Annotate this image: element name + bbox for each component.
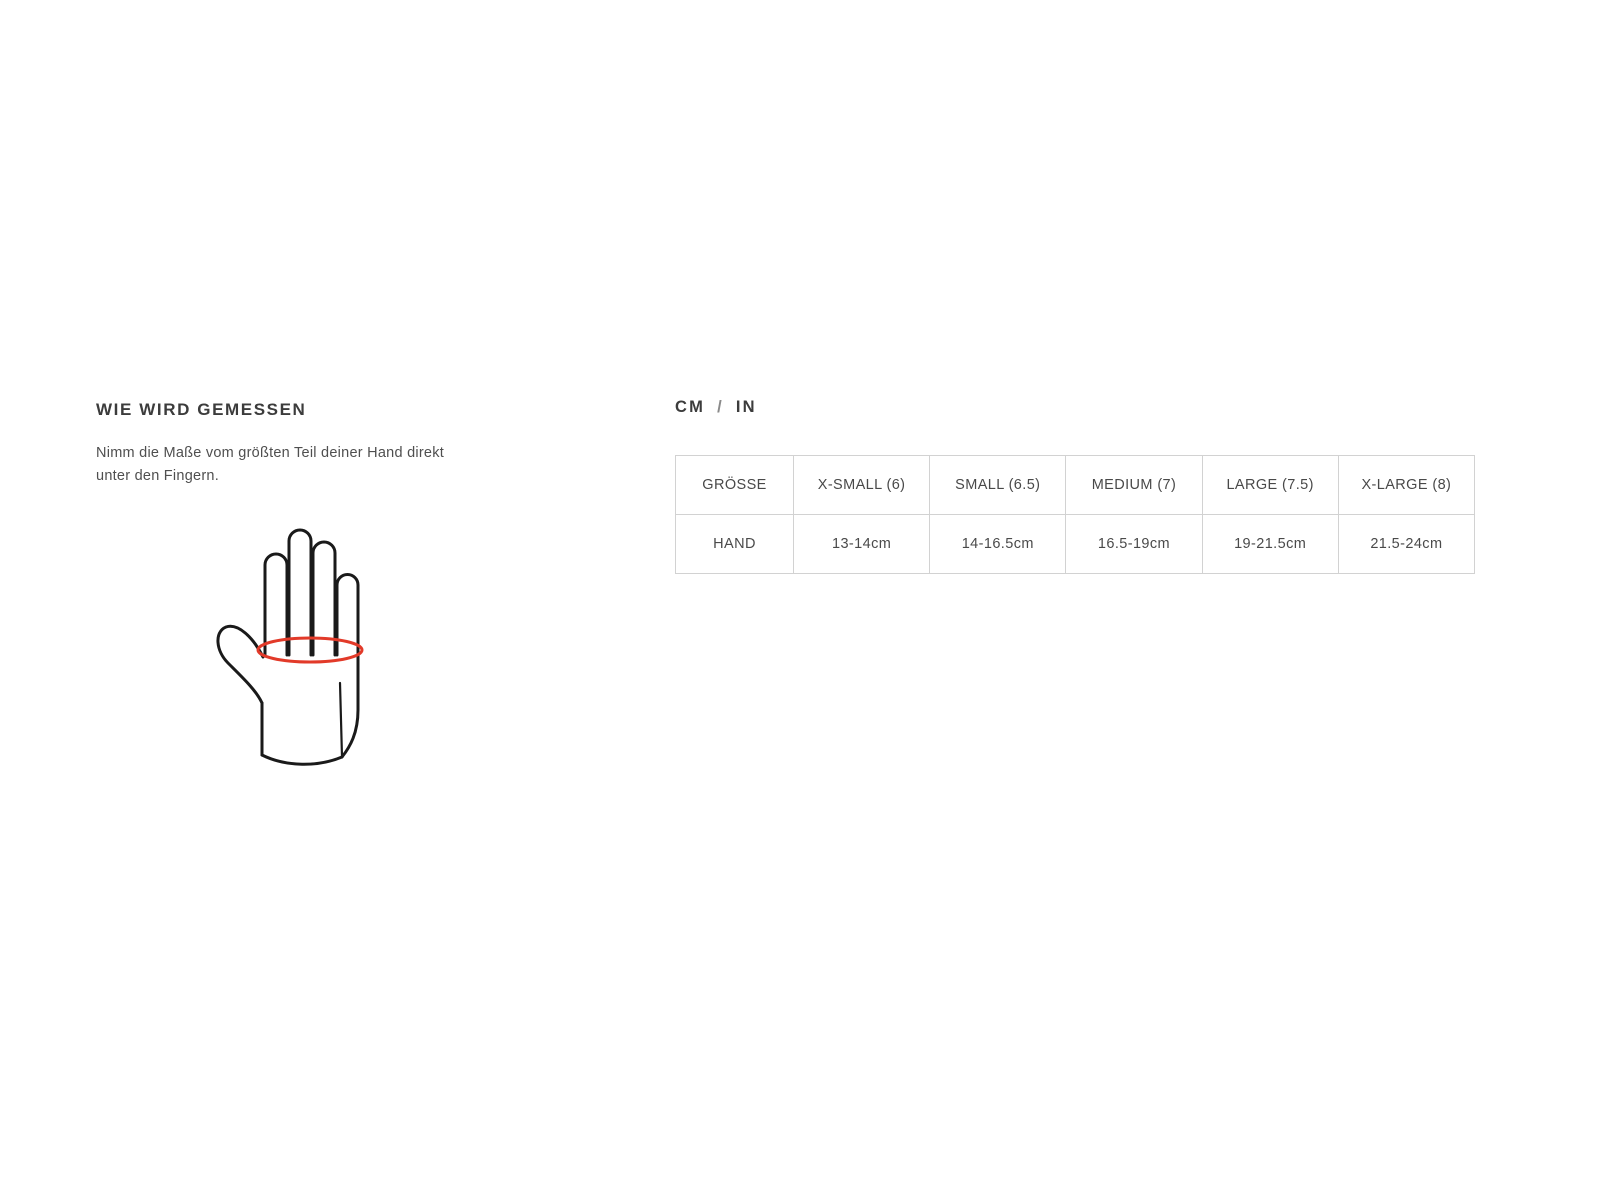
hand-measurement-icon <box>190 505 430 795</box>
unit-toggle[interactable] <box>675 398 757 417</box>
size-chart <box>675 455 1475 574</box>
table-cell: 21.5-24cm <box>1338 515 1474 574</box>
unit-separator: / <box>717 398 724 416</box>
table-header-cell: LARGE (7.5) <box>1202 456 1338 515</box>
table-cell: 16.5-19cm <box>1066 515 1202 574</box>
table-header-cell: X-SMALL (6) <box>794 456 930 515</box>
unit-cm[interactable]: CM <box>675 398 706 416</box>
table-header-cell: GRÖSSE <box>676 456 794 515</box>
table-cell: 19-21.5cm <box>1202 515 1338 574</box>
table-row <box>676 515 1475 574</box>
table-header-cell: MEDIUM (7) <box>1066 456 1202 515</box>
page-title: WIE WIRD GEMESSEN <box>96 400 307 419</box>
table-header-row <box>676 456 1475 515</box>
table-header-cell: SMALL (6.5) <box>930 456 1066 515</box>
size-table <box>675 455 1475 574</box>
table-cell: 14-16.5cm <box>930 515 1066 574</box>
table-row-label: HAND <box>676 515 794 574</box>
table-cell: 13-14cm <box>794 515 930 574</box>
table-header-cell: X-LARGE (8) <box>1338 456 1474 515</box>
how-to-measure-section <box>96 400 496 488</box>
measure-description: Nimm die Maße vom größten Teil deiner Hand direkt unter den Fingern. <box>96 445 445 485</box>
unit-in[interactable]: IN <box>735 398 757 416</box>
